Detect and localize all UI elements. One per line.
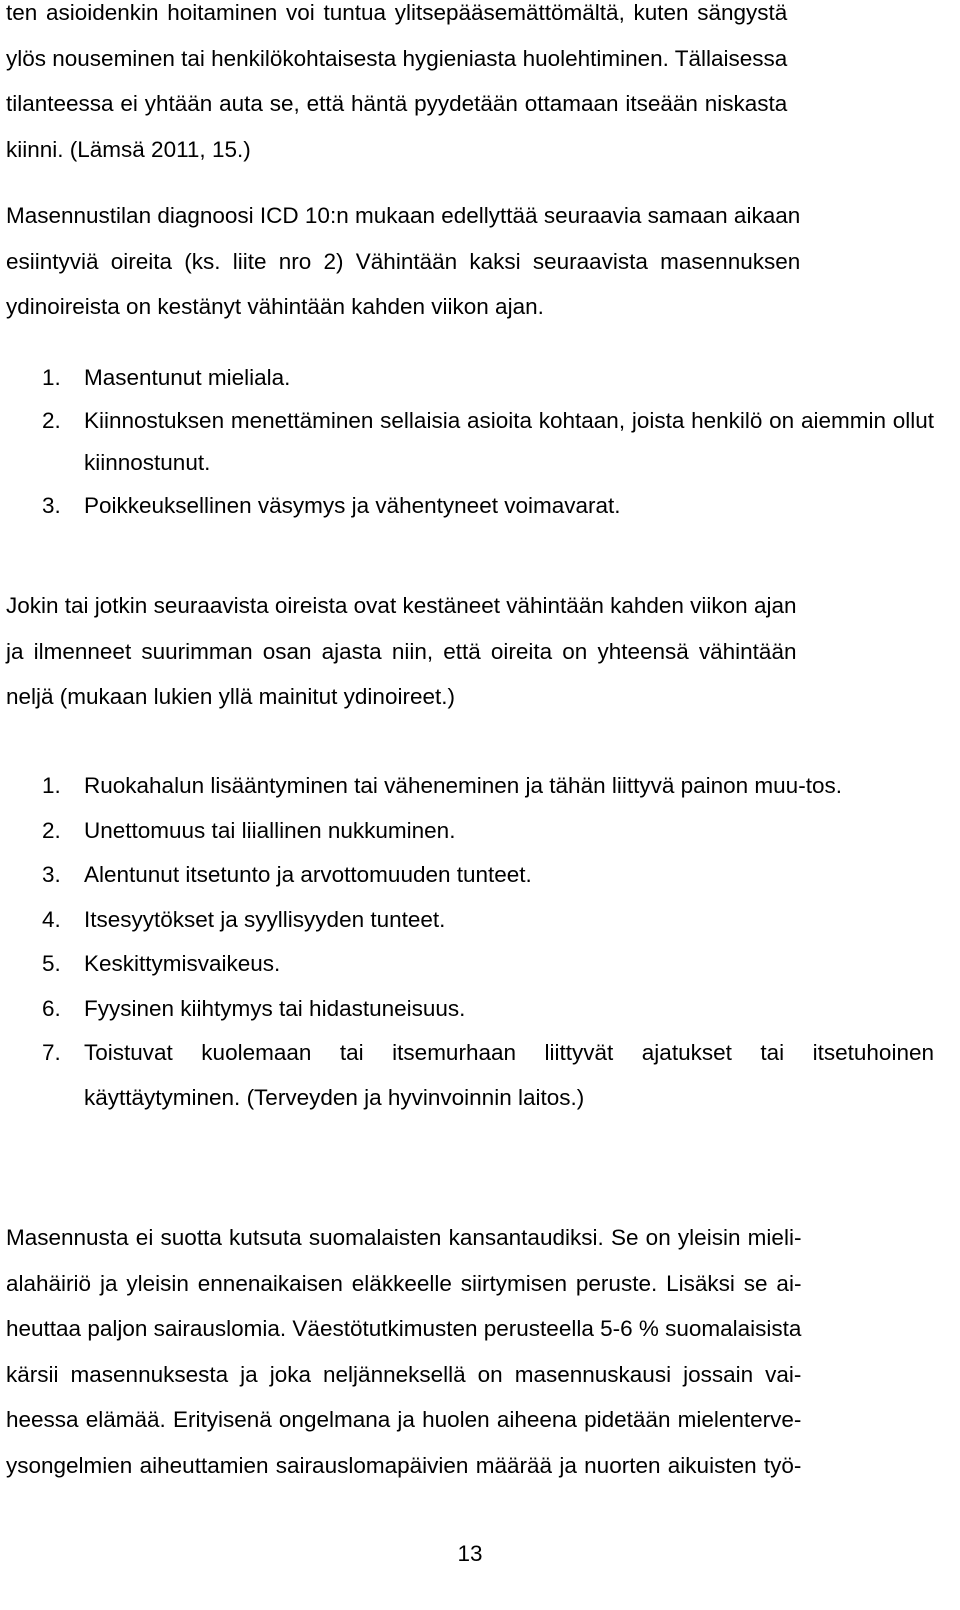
text-line: neljä (mukaan lukien yllä mainitut ydinoireet.)	[6, 684, 455, 709]
text-line: kärsii masennuksesta ja joka neljänneksellä on masennuskausi jossain vai-	[6, 1361, 802, 1387]
text-line: heuttaa paljon sairauslomia. Väestötutkimusten perusteella 5-6 % suomalaisista	[6, 1316, 802, 1341]
list-item-number: 3.	[42, 492, 61, 518]
list-item-number: 4.	[42, 906, 61, 932]
list-item	[6, 987, 934, 1032]
list-item	[6, 809, 934, 854]
text-line: ja ilmenneet suurimman osan ajasta niin, että oireita on yhteensä vähintään	[6, 638, 797, 664]
list-item-number: 2.	[42, 817, 61, 843]
text-line: Masennustilan diagnoosi ICD 10:n mukaan edellyttää seuraavia samaan aikaan	[6, 203, 801, 228]
text-line: ydinoireista on kestänyt vähintään kahden viikon ajan.	[6, 294, 544, 319]
text-line: alahäiriö ja yleisin ennenaikaisen eläkkeelle siirtymisen peruste. Lisäksi se ai-	[6, 1270, 802, 1296]
list-item-text: Alentunut itsetunto ja arvottomuuden tunteet.	[84, 862, 532, 887]
text-line: ysongelmien aiheuttamien sairauslomapäivien määrää ja nuorten aikuisten työ-	[6, 1452, 802, 1478]
list-item	[6, 485, 934, 528]
list-item-number: 1.	[42, 773, 61, 798]
list-item-number: 5.	[42, 951, 61, 976]
list-item-text: Masentunut mieliala.	[84, 365, 291, 390]
text-line: Jokin tai jotkin seuraavista oireista ovat kestäneet vähintään kahden viikon ajan	[6, 593, 797, 618]
list-item-number: 1.	[42, 365, 61, 390]
list-item-text: Fyysinen kiihtymys tai hidastuneisuus.	[84, 995, 466, 1021]
text-line: Masennusta ei suotta kutsuta suomalaisten kansantaudiksi. Se on yleisin mieli-	[6, 1225, 802, 1250]
page-number: 13	[457, 1541, 483, 1566]
list-item-text: Toistuvat kuolemaan tai itsemurhaan liittyvät ajatukset tai itsetuhoinen käyttäytyminen. (Terveyden ja hyvinvoinnin laitos.)	[84, 1040, 934, 1110]
paragraph-prevalence	[6, 1215, 801, 1488]
list-item-text: Ruokahalun lisääntyminen tai väheneminen ja tähän liittyvä painon muu-tos.	[84, 773, 842, 798]
list-item	[6, 400, 934, 485]
text-line: esiintyviä oireita (ks. liite nro 2) Vähintään kaksi seuraavista masennuksen	[6, 248, 801, 274]
text-line: kiinni. (Lämsä 2011, 15.)	[6, 136, 251, 162]
list-item	[6, 1031, 934, 1120]
list-item-text: Itsesyytökset ja syyllisyyden tunteet.	[84, 906, 446, 932]
list-item-number: 6.	[42, 995, 61, 1021]
list-item-number: 3.	[42, 862, 61, 887]
paragraph-diagnosis	[6, 193, 800, 330]
paragraph-additional-symptoms	[6, 583, 796, 720]
list-item-text: Kiinnostuksen menettäminen sellaisia asioita kohtaan, joista henkilö on aiemmin ollut kiinnostunut.	[84, 407, 934, 475]
list-item-number: 2.	[42, 407, 61, 433]
list-item	[6, 853, 934, 898]
list-item	[6, 764, 934, 809]
text-line: ylös nouseminen tai henkilökohtaisesta hygieniasta huolehtiminen. Tällaisessa	[6, 45, 788, 71]
list-item-text: Poikkeuksellinen väsymys ja vähentyneet voimavarat.	[84, 492, 621, 518]
list-item	[6, 898, 934, 943]
list-item	[6, 357, 934, 400]
text-line: heessa elämää. Erityisenä ongelmana ja huolen aiheena pidetään mielenterve-	[6, 1407, 802, 1432]
list-item-number: 7.	[42, 1040, 61, 1065]
text-line: tilanteessa ei yhtään auta se, että häntä pyydetään ottamaan itseään niskasta	[6, 91, 788, 116]
list-item-text: Keskittymisvaikeus.	[84, 951, 281, 976]
other-symptoms-list	[6, 764, 934, 1120]
list-item-text: Unettomuus tai liiallinen nukkuminen.	[84, 817, 456, 843]
list-item	[6, 942, 934, 987]
text-line: ten asioidenkin hoitaminen voi tuntua ylitsepääsemättömältä, kuten sängystä	[6, 0, 788, 25]
core-symptoms-list	[6, 357, 934, 527]
paragraph-intro-continuation	[6, 0, 787, 172]
